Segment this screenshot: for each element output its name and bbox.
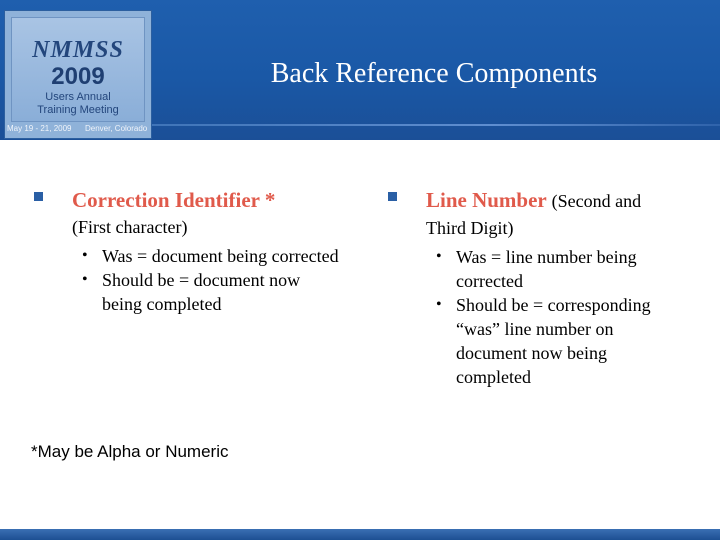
dot-bullet-icon: • <box>436 296 442 313</box>
right-column <box>388 186 678 389</box>
list-item-text: Was = document being corrected <box>102 246 339 266</box>
right-heading-note: (Second and <box>551 191 642 211</box>
logo-year: 2009 <box>51 63 105 90</box>
left-heading: Correction Identifier * <box>72 188 276 212</box>
title-rule <box>152 124 720 126</box>
footer-bar <box>0 529 720 540</box>
list-item <box>426 245 678 293</box>
footnote: *May be Alpha or Numeric <box>31 442 229 461</box>
logo-place: Denver, Colorado <box>85 124 148 133</box>
logo-name: NMMSS <box>32 37 124 63</box>
list-item <box>72 268 344 316</box>
right-heading-line <box>426 186 678 215</box>
right-subheading: Third Digit) <box>426 218 514 238</box>
logo-line-1: Users Annual <box>45 91 111 103</box>
dot-bullet-icon: • <box>436 248 442 265</box>
list-item <box>426 293 678 389</box>
list-item <box>72 244 344 268</box>
header-banner <box>0 0 720 140</box>
right-heading: Line Number <box>426 188 547 212</box>
dot-bullet-icon: • <box>82 247 88 264</box>
square-bullet-icon <box>34 192 43 201</box>
left-sub-list <box>34 244 344 316</box>
slide-title: Back Reference Components <box>270 58 598 89</box>
logo-line-2: Training Meeting <box>37 104 119 116</box>
square-bullet-icon <box>388 192 397 201</box>
left-column <box>34 186 344 316</box>
right-bullet <box>388 186 678 241</box>
logo-dates: May 19 - 21, 2009 <box>7 124 72 133</box>
list-item-text: Should be = document now being completed <box>102 270 301 314</box>
left-subheading: (First character) <box>72 217 188 237</box>
list-item-text: Was = line number being corrected <box>456 247 637 291</box>
right-sub-list <box>388 245 678 389</box>
left-bullet <box>34 186 344 240</box>
dot-bullet-icon: • <box>82 271 88 288</box>
list-item-text: Should be = corresponding “was” line number on document now being completed <box>456 295 651 387</box>
